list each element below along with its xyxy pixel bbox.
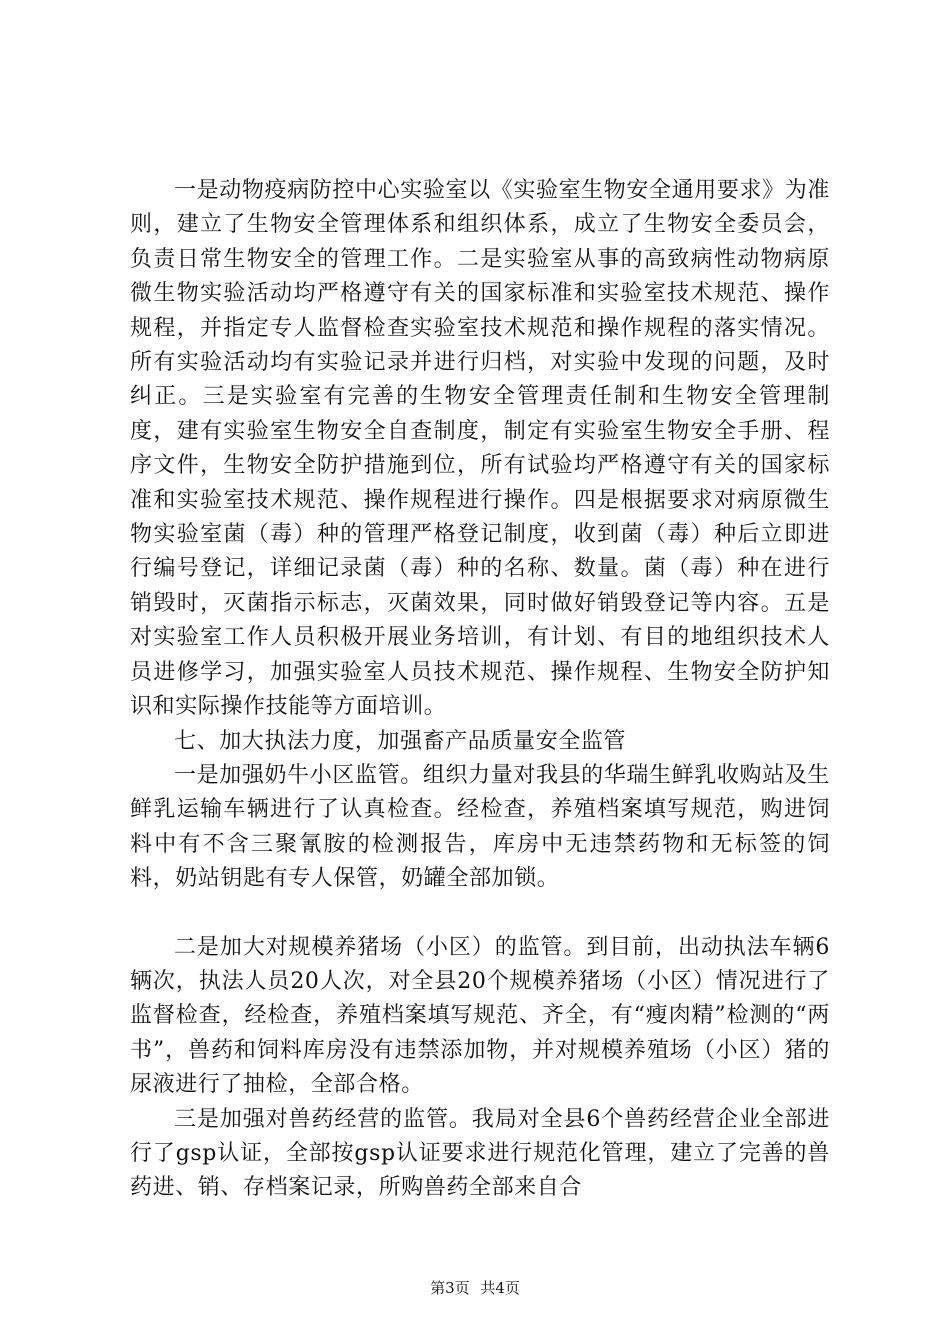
paragraph-lab-biosafety: 一是动物疫病防控中心实验室以《实验室生物安全通用要求》为准则，建立了生物安全管理体系和组织体系，成立了生物安全委员会，负责日常生物安全的管理工作。二是实验室从事的高致病性动物病原微生物实验活动均严格遵守有关的国家标准和实验室技术规范、操作规程，并指定专人监督检查实验室技术规范和操作规程的落实情况。所有实验活动均有实验记录并进行归档，对实验中发现的问题，及时纠正。三是实验室有完善的生物安全管理责任制和生物安全管理制度，建有实验室生物安全自查制度，制定有实验室生物安全手册、程序文件，生物安全防护措施到位，所有试验均严格遵守有关的国家标准和实验室技术规范、操作规程进行操作。四是根据要求对病原微生物实验室菌（毒）种的管理严格登记制度，收到菌（毒）种后立即进行编号登记，详细记录菌（毒）种的名称、数量。菌（毒）种在进行销毁时，灭菌指示标志，灭菌效果，同时做好销毁登记等内容。五是对实验室工作人员积极开展业务培训，有计划、有目的地组织技术人员进修学习，加强实验室人员技术规范、操作规程、生物安全防护知识和实际操作技能等方面培训。 [130,178,830,720]
document-body [130,174,830,1206]
paragraph-veterinary-drug-supervision: 三是加强对兽药经营的监管。我局对全县6个兽药经营企业全部进行了gsp认证，全部按gsp认证要求进行规范化管理，建立了完善的兽药进、销、存档案记录，所购兽药全部来自合 [130,1106,830,1201]
section-heading-law-enforcement: 七、加大执法力度，加强畜产品质量安全监管 [174,728,627,754]
page-number: 第3页 [430,1279,470,1297]
page-total: 共4页 [480,1279,520,1297]
page-footer [0,1278,950,1298]
paragraph-pig-farm-supervision: 二是加大对规模养猪场（小区）的监管。到目前，出动执法车辆6辆次，执法人员20人次，对全县20个规模养猪场（小区）情况进行了监督检查，经检查，养殖档案填写规范、齐全，有“瘦肉精”检测的“两书”，兽药和饲料库房没有违禁添加物，并对规模养殖场（小区）猪的尿液进行了抽检，全部合格。 [130,934,830,1098]
paragraph-dairy-supervision: 一是加强奶牛小区监管。组织力量对我县的华瑞生鲜乳收购站及生鲜乳运输车辆进行了认真检查。经检查，养殖档案填写规范，购进饲料中有不含三聚氰胺的检测报告，库房中无违禁药物和无标签的饲料，奶站钥匙有专人保管，奶罐全部加锁。 [130,762,830,892]
